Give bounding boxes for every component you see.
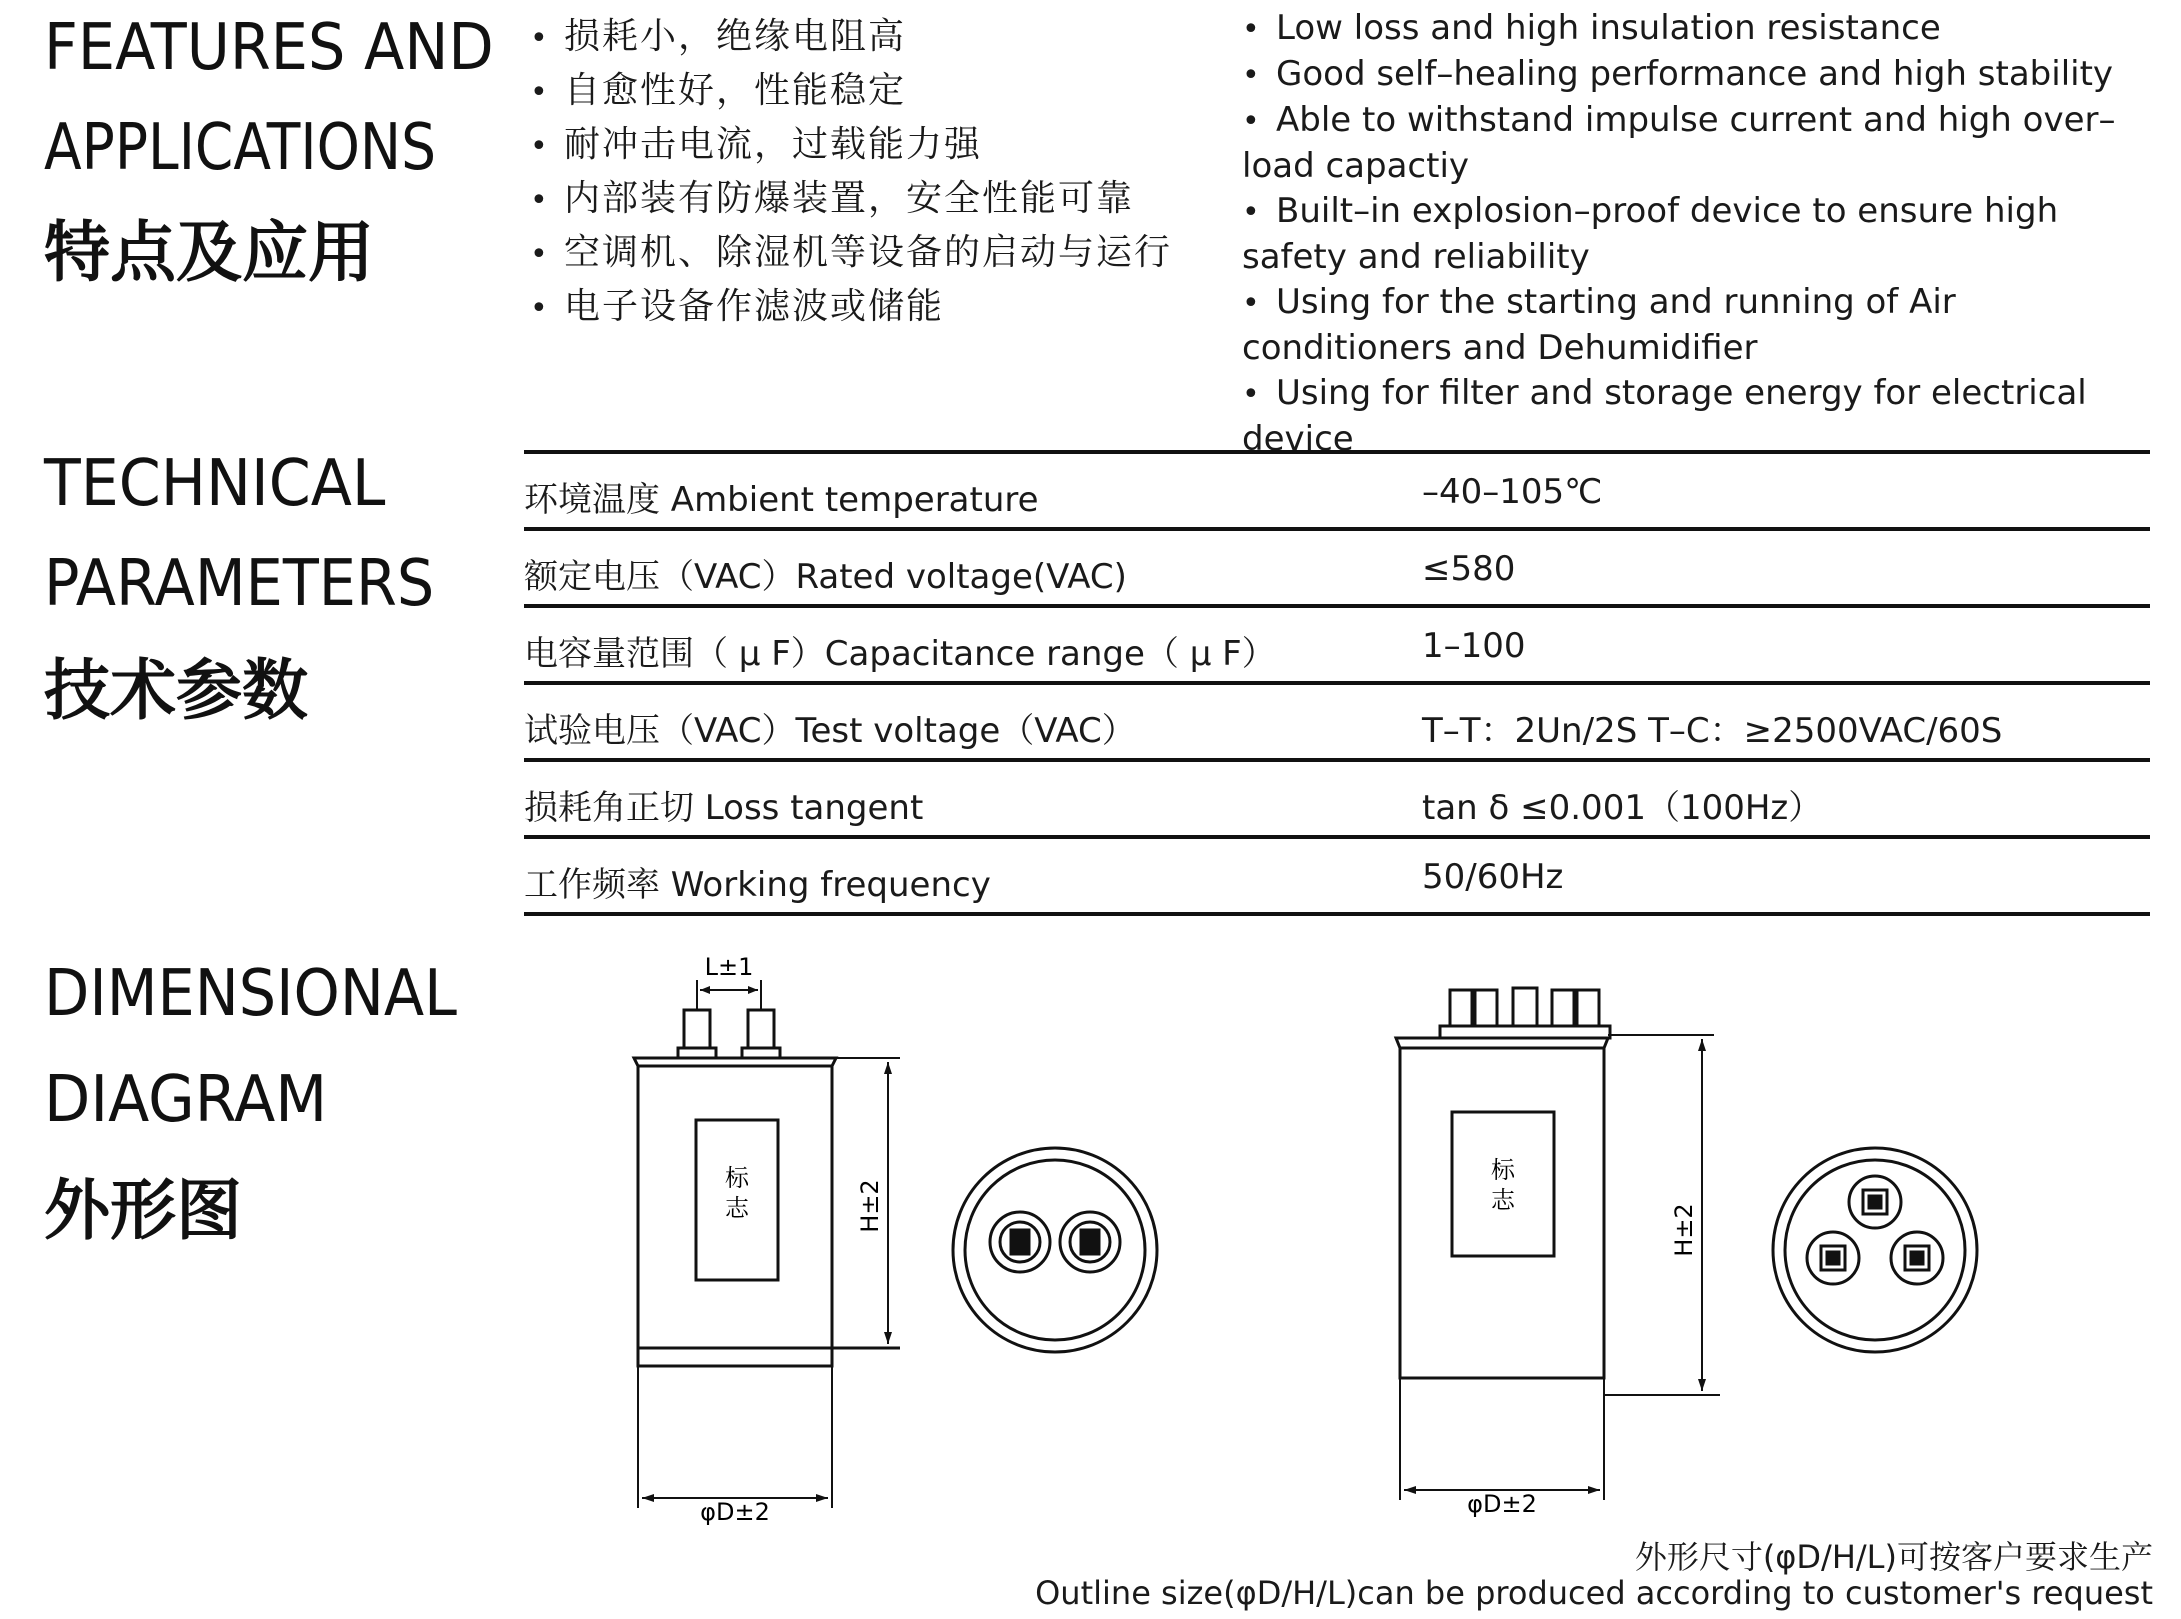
param-value: –40–105℃ (1422, 472, 1603, 512)
outline-note-en: Outline size(φD/H/L)can be produced according to customer's request (1035, 1574, 2153, 1612)
table-row (524, 685, 2150, 762)
list-item: • 内部装有防爆装置，安全性能可靠 (530, 178, 1135, 219)
marking-label: 标 (1491, 1156, 1515, 1184)
parameters-table (524, 450, 2150, 916)
marking-label: 志 (1491, 1186, 1515, 1214)
dimensional-title-line1: DIMENSIONAL (44, 957, 457, 1031)
features-title-line2: APPLICATIONS (44, 111, 437, 185)
table-row (524, 454, 2150, 531)
param-value: ≤580 (1422, 549, 1516, 589)
outline-note-cn: 外形尺寸(φD/H/L)可按客户要求生产 (1634, 1538, 2153, 1576)
param-label: 试验电压（VAC）Test voltage（VAC） (524, 711, 1136, 751)
dimensional-title-line2: DIAGRAM (44, 1063, 328, 1137)
features-list-cn (530, 10, 1172, 334)
capacitor-side-view-2 (1380, 980, 1740, 1520)
param-label: 损耗角正切 Loss tangent (524, 788, 924, 828)
param-label: 工作频率 Working frequency (524, 865, 991, 905)
diameter-label: φD±2 (700, 1498, 770, 1526)
table-row (524, 762, 2150, 839)
marking-label: 标 (725, 1164, 749, 1192)
list-item: • Able to withstand impulse current and high over–load capactiy (1242, 100, 2116, 186)
technical-title-line1: TECHNICAL (44, 447, 386, 521)
features-title-line1: FEATURES AND (44, 11, 494, 85)
param-value: 1–100 (1422, 626, 1526, 666)
marking-label: 志 (725, 1194, 749, 1222)
dimensional-title-cn: 外形图 (44, 1172, 242, 1249)
technical-title-cn: 技术参数 (44, 652, 308, 729)
height-label: H±2 (856, 1179, 884, 1233)
param-label: 环境温度 Ambient temperature (524, 480, 1039, 520)
capacitor-top-view-1 (945, 1140, 1165, 1360)
list-item: • Low loss and high insulation resistance (1242, 8, 1941, 48)
param-label: 电容量范围（ μ F）Capacitance range（ μ F） (524, 634, 1276, 674)
param-value: 50/60Hz (1422, 857, 1564, 897)
table-row (524, 608, 2150, 685)
list-item: • 自愈性好，性能稳定 (530, 70, 907, 111)
technical-title-line2: PARAMETERS (44, 547, 435, 621)
terminal-spacing-label: L±1 (704, 953, 754, 981)
list-item: • Using for the starting and running of Air conditioners and Dehumidifier (1242, 282, 1956, 368)
param-value: T–T：2Un/2S T–C：≥2500VAC/60S (1422, 711, 2003, 751)
list-item: • 损耗小，绝缘电阻高 (530, 16, 907, 57)
capacitor-top-view-2 (1765, 1140, 1985, 1360)
list-item: • Good self–healing performance and high stability (1242, 54, 2114, 94)
list-item: • Built–in explosion–proof device to ensure high safety and reliability (1242, 191, 2059, 277)
table-row (524, 839, 2150, 916)
list-item: • Using for filter and storage energy for electrical device (1242, 373, 2087, 459)
list-item: • 电子设备作滤波或储能 (530, 286, 945, 327)
features-title-cn: 特点及应用 (44, 214, 374, 291)
height-label: H±2 (1670, 1203, 1698, 1257)
param-value: tan δ ≤0.001（100Hz） (1422, 788, 1823, 828)
features-list-en (1242, 6, 2162, 462)
param-label: 额定电压（VAC）Rated voltage(VAC) (524, 557, 1127, 597)
table-row (524, 531, 2150, 608)
diameter-label: φD±2 (1467, 1490, 1537, 1518)
list-item: • 耐冲击电流，过载能力强 (530, 124, 983, 165)
list-item: • 空调机、除湿机等设备的启动与运行 (530, 232, 1173, 273)
